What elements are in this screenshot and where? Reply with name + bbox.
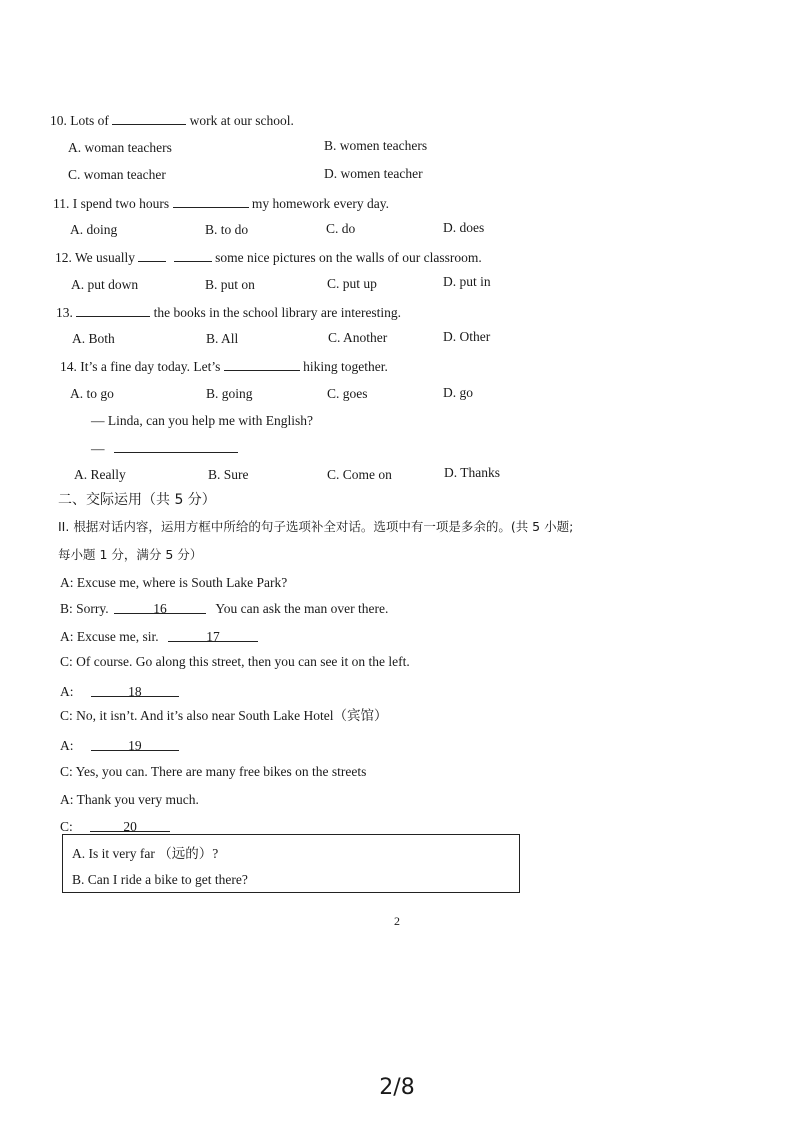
option-c: C. Another bbox=[328, 330, 388, 345]
question-11-post: my homework every day. bbox=[251, 196, 389, 211]
option-d: D. put in bbox=[443, 274, 491, 289]
answer-blank bbox=[224, 358, 300, 371]
page-indicator: 2/8 bbox=[379, 1075, 415, 1100]
option-d: D. Thanks bbox=[444, 465, 500, 480]
question-10-pre: 10. Lots of bbox=[50, 113, 109, 128]
dialogue-line-2 bbox=[60, 601, 388, 617]
question-10-post: work at our school. bbox=[189, 113, 294, 128]
dialogue-text: You can ask the man over there. bbox=[215, 601, 389, 616]
dialogue-line-1: A: Excuse me, where is South Lake Park? bbox=[60, 575, 288, 590]
answer-blank bbox=[76, 304, 150, 317]
option-a: A. to go bbox=[70, 386, 114, 401]
answer-blank bbox=[173, 195, 249, 208]
option-d: D. does bbox=[443, 220, 485, 235]
option-d: D. go bbox=[443, 385, 473, 400]
answer-blank bbox=[174, 249, 212, 262]
answer-blank-20: 20 bbox=[90, 819, 170, 832]
option-c: C. Come on bbox=[327, 467, 392, 482]
option-c: C. woman teacher bbox=[68, 167, 166, 182]
speaker-text: A: Excuse me, sir. bbox=[60, 629, 159, 644]
question-13-post: the books in the school library are interesting. bbox=[153, 305, 402, 320]
option-b: B. to do bbox=[205, 222, 249, 237]
dialogue-line-9: A: Thank you very much. bbox=[60, 792, 199, 807]
page-number: 2 bbox=[394, 914, 400, 928]
answer-blank-16: 16 bbox=[114, 601, 206, 614]
speaker-text: A: bbox=[60, 684, 74, 699]
option-box-a: A. Is it very far （远的）? bbox=[72, 846, 219, 861]
dialogue-line-6: C: No, it isn’t. And it’s also near South Lake Hotel（宾馆） bbox=[60, 708, 388, 723]
option-box-b: B. Can I ride a bike to get there? bbox=[72, 872, 248, 887]
option-a: A. woman teachers bbox=[68, 140, 172, 155]
dialogue-line-7 bbox=[60, 738, 179, 754]
option-a: A. Really bbox=[74, 467, 126, 482]
option-b: B. put on bbox=[205, 277, 255, 292]
question-13-pre: 13. bbox=[56, 305, 73, 320]
dialogue-line-8: C: Yes, you can. There are many free bikes on the streets bbox=[60, 764, 367, 779]
question-14-pre: 14. It’s a fine day today. Let’s bbox=[60, 359, 221, 374]
option-b: B. going bbox=[206, 386, 253, 401]
option-b: B. All bbox=[206, 331, 239, 346]
option-c: C. put up bbox=[327, 276, 377, 291]
question-11-pre: 11. I spend two hours bbox=[53, 196, 170, 211]
question-11-stem bbox=[53, 195, 389, 212]
question-12-post: some nice pictures on the walls of our classroom. bbox=[215, 250, 482, 265]
speaker-text: B: Sorry. bbox=[60, 601, 109, 616]
question-12-pre: 12. We usually bbox=[55, 250, 136, 265]
question-15-line2 bbox=[91, 440, 238, 457]
dialogue-line-10 bbox=[60, 819, 170, 835]
dialogue-line-5 bbox=[60, 684, 179, 700]
dialogue-line-4: C: Of course. Go along this street, then you can see it on the left. bbox=[60, 654, 410, 669]
speaker-text: A: bbox=[60, 738, 74, 753]
dialogue-line-3 bbox=[60, 629, 258, 645]
section-instruction-line2: 每小题 1 分，满分 5 分） bbox=[58, 547, 203, 562]
answer-blank bbox=[138, 249, 166, 262]
question-10-stem bbox=[50, 112, 294, 129]
option-d: D. Other bbox=[443, 329, 491, 344]
option-d: D. women teacher bbox=[324, 166, 423, 181]
dash-prefix: — bbox=[91, 441, 105, 456]
speaker-text: C: bbox=[60, 819, 73, 834]
section-heading: 二、交际运用（共 5 分） bbox=[58, 492, 216, 508]
section-instruction-line1: II. 根据对话内容，运用方框中所给的句子选项补全对话。选项中有一项是多余的。(共 5 小题; bbox=[58, 519, 574, 534]
question-13-stem bbox=[56, 304, 401, 321]
answer-blank-18: 18 bbox=[91, 684, 179, 697]
question-15-line1: — Linda, can you help me with English? bbox=[91, 413, 313, 428]
option-b: B. women teachers bbox=[324, 138, 428, 153]
question-12-stem bbox=[55, 249, 482, 266]
option-c: C. do bbox=[326, 221, 356, 236]
option-c: C. goes bbox=[327, 386, 368, 401]
question-14-stem bbox=[60, 358, 388, 375]
question-14-post: hiking together. bbox=[303, 359, 388, 374]
answer-blank-19: 19 bbox=[91, 738, 179, 751]
option-a: A. doing bbox=[70, 222, 118, 237]
answer-blank bbox=[114, 440, 238, 453]
answer-blank-17: 17 bbox=[168, 629, 258, 642]
option-b: B. Sure bbox=[208, 467, 249, 482]
answer-blank bbox=[112, 112, 186, 125]
option-a: A. Both bbox=[72, 331, 115, 346]
option-a: A. put down bbox=[71, 277, 139, 292]
